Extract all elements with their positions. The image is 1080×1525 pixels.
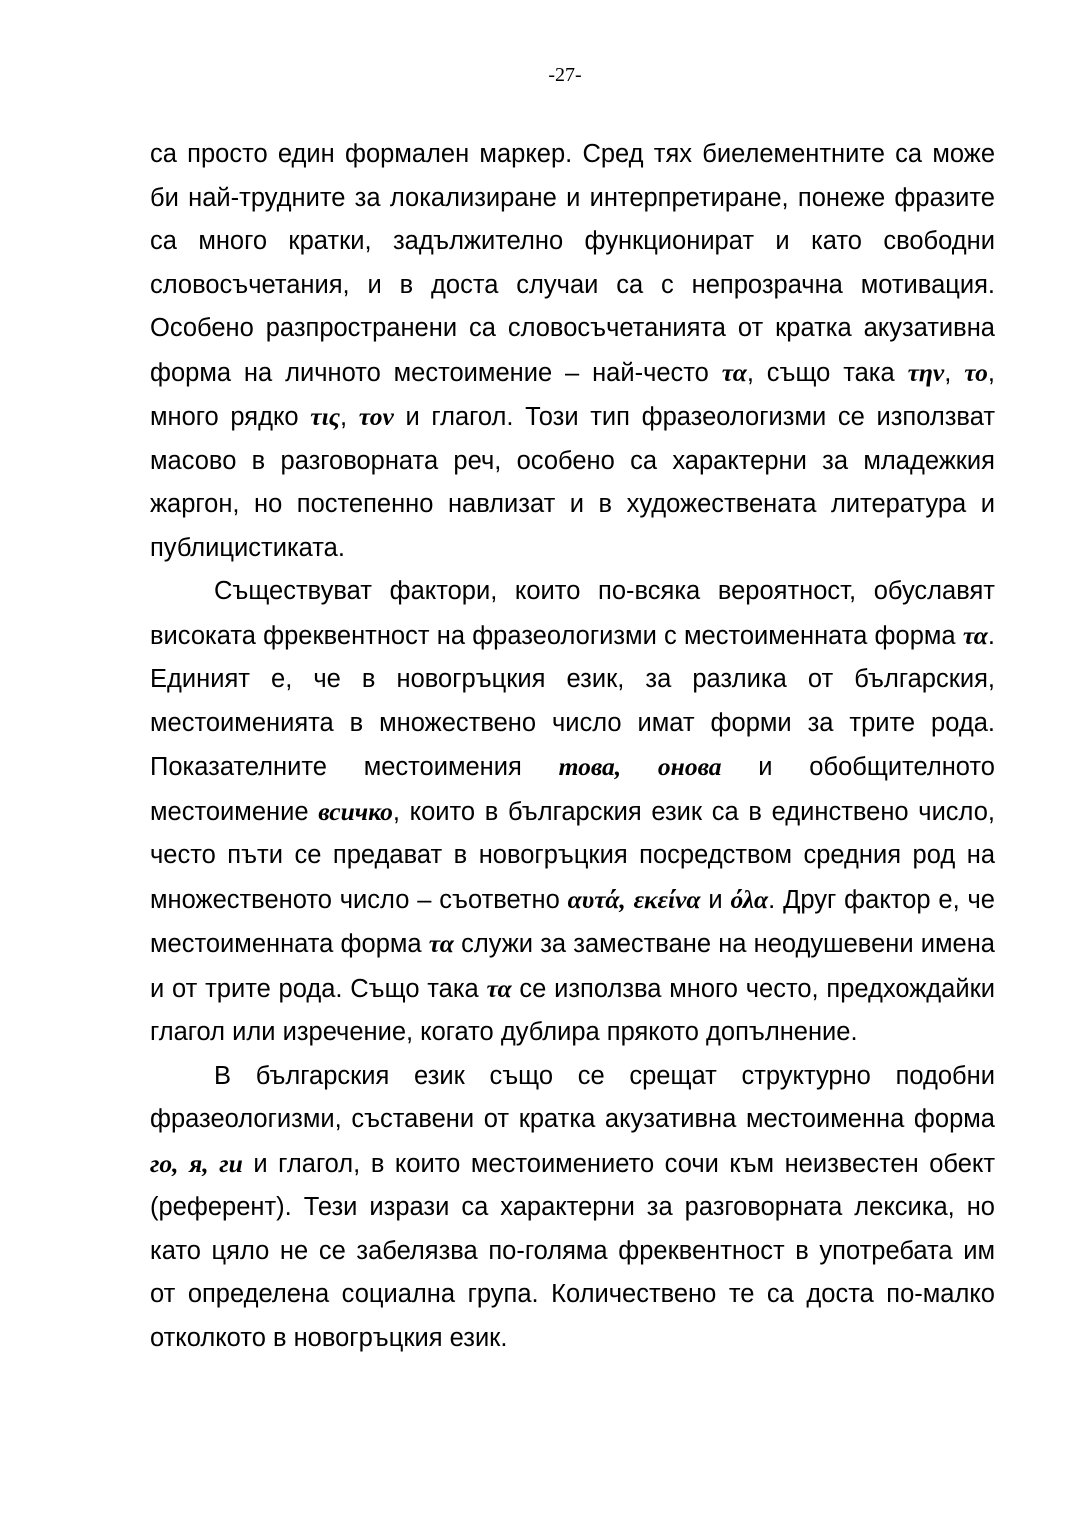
example-word: το — [964, 357, 988, 387]
text-run: и — [700, 885, 731, 914]
text-run: Съществуват фактори, които по-всяка вероятност, обуславят високата фреквентност на фразеологизми с местоименната форма — [150, 577, 995, 650]
text-run: , — [340, 403, 359, 431]
text-run: . Друг фактор е, че местоименната форма — [150, 885, 995, 958]
example-word: това — [558, 752, 615, 781]
body-text — [150, 133, 995, 1360]
example-word: , — [202, 1148, 209, 1178]
example-word: τα — [486, 973, 512, 1003]
example-word: , — [172, 1148, 179, 1178]
text-run: . Единият е, че в новогръцкия език, за разлика от българския, местоименията в множествено число имат форми за трите рода. Показателните местоимения — [150, 621, 995, 781]
text-run: и глагол. Този тип фразеологизми се използват масово в разговорната реч, особено са характерни за младежкия жаргон, но постепенно навлизат и в художествената литература и публицистиката. — [150, 403, 995, 562]
example-word: τον — [358, 402, 394, 431]
text-run: , много рядко — [150, 358, 995, 431]
example-word: τα — [721, 357, 747, 387]
text-run — [626, 886, 634, 914]
example-word: τα — [962, 620, 988, 650]
example-word: εκείνα — [633, 884, 701, 914]
text-run: служи за заместване на неодушевени имена и от трите рода. Също така — [150, 930, 995, 1003]
example-word: όλα — [730, 884, 769, 914]
example-word: го — [150, 1148, 173, 1178]
text-run: и глагол, в които местоимението сочи към неизвестен обект (референт). Тези изрази са характерни за разговорната лексика, но като цяло не се забелязва по-голяма фреквентност в употребата им от определена социална група. Количествено те са доста по-малко отколкото в новогръцкия език. — [150, 1149, 995, 1352]
example-word: онова — [657, 752, 722, 781]
text-run — [209, 1150, 220, 1178]
text-run: са просто един формален маркер. Сред тях биелементните са може би най-трудните за локализиране и интерпретиране, понеже фразите са много кратки, задължително функционират и като свободни словосъчетания, и в доста случаи са с непрозрачна мотивация. Особено разпространени са словосъчетанията от кратка акузативна форма на личното местоимение – най-често — [150, 140, 995, 387]
example-word: я — [189, 1148, 203, 1178]
text-run: и обобщителното местоимение — [150, 753, 995, 826]
paragraph — [150, 570, 995, 1055]
text-run: , — [944, 358, 965, 387]
example-word: , — [619, 884, 626, 914]
text-run: се използва много често, предхождайки глагол или изречение, когато дублира прякото допълнение. — [150, 974, 995, 1046]
example-word: τα — [428, 929, 454, 958]
text-run: В българския език също се срещат структурно подобни фразеологизми, съставени от кратка акузативна местоименна форма — [150, 1061, 995, 1133]
paragraph — [150, 133, 995, 570]
example-word: την — [907, 357, 945, 387]
text-run: , които в българския език са в единствено число, често пъти се предават в новогръцкия посредством средния род на множественото число – съответно — [150, 797, 995, 914]
example-word: τις — [310, 402, 341, 431]
paragraph — [150, 1055, 995, 1361]
text-run — [179, 1150, 190, 1178]
text-run — [621, 753, 658, 781]
example-word: , — [614, 752, 622, 781]
example-word: всичко — [318, 796, 393, 826]
example-word: ги — [219, 1148, 243, 1178]
example-word: αυτά — [567, 884, 620, 914]
page-number: -27- — [548, 64, 582, 86]
text-run: , също така — [746, 358, 908, 387]
